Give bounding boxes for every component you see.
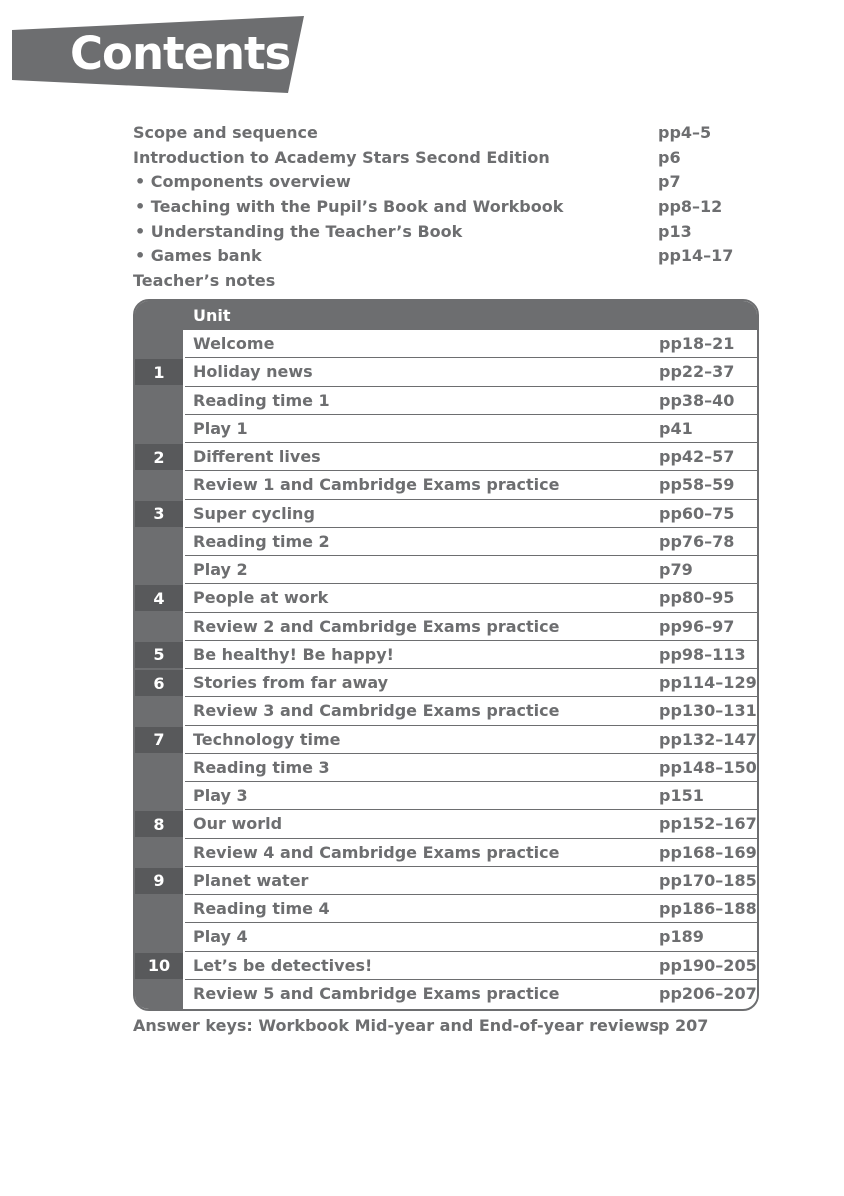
intro-item-label: Scope and sequence	[133, 123, 318, 142]
intro-item-pages: pp8–12	[658, 197, 723, 217]
unit-title: Welcome	[193, 334, 275, 353]
table-row	[135, 810, 757, 838]
intro-item	[133, 121, 753, 146]
unit-number: 4	[135, 585, 183, 611]
table-row	[135, 556, 757, 584]
table-row	[135, 613, 757, 641]
unit-title: Review 1 and Cambridge Exams practice	[193, 475, 560, 495]
intro-item	[133, 244, 753, 269]
unit-number: 8	[135, 811, 183, 837]
intro-item-label: • Understanding the Teacher’s Book	[135, 221, 463, 241]
unit-title: Play 3	[193, 786, 248, 806]
unit-title: Play 1	[193, 418, 248, 438]
unit-pages: pp96–97	[659, 616, 735, 636]
unit-number: 6	[135, 670, 183, 696]
intro-item-pages: pp4–5	[658, 123, 712, 142]
unit-number: 5	[135, 642, 183, 668]
unit-pages: pp190–205	[659, 955, 757, 975]
table-row	[135, 839, 757, 867]
table-row	[135, 471, 757, 499]
units-table	[133, 299, 759, 1011]
answer-keys-pages: p 207	[658, 1016, 709, 1035]
unit-number	[135, 840, 183, 866]
unit-number: 10	[135, 953, 183, 979]
page-title: Contents	[70, 27, 291, 80]
table-row	[135, 923, 757, 951]
unit-title: Review 3 and Cambridge Exams practice	[193, 701, 560, 721]
intro-list	[133, 121, 753, 294]
intro-item	[133, 220, 753, 245]
answer-keys-label: Answer keys: Workbook Mid-year and End-of-year reviews	[133, 1016, 659, 1035]
unit-number	[135, 698, 183, 724]
intro-item	[133, 195, 753, 220]
unit-title: Technology time	[193, 729, 341, 749]
intro-item-pages: p13	[658, 221, 692, 241]
table-row	[135, 641, 757, 669]
table-row	[135, 952, 757, 980]
table-row	[135, 669, 757, 697]
unit-number	[135, 557, 183, 583]
unit-pages: p151	[659, 786, 704, 806]
unit-pages: p79	[659, 560, 693, 580]
unit-number	[135, 981, 183, 1007]
unit-pages: p41	[659, 418, 693, 438]
unit-pages: pp168–169	[659, 842, 757, 862]
unit-number: 3	[135, 501, 183, 527]
unit-title: Super cycling	[193, 503, 315, 523]
unit-title: Holiday news	[193, 362, 313, 382]
unit-number: 1	[135, 359, 183, 385]
intro-item-label: Introduction to Academy Stars Second Edition	[133, 147, 550, 167]
intro-item-label: • Components overview	[135, 172, 351, 192]
unit-number	[135, 755, 183, 781]
unit-title: Review 5 and Cambridge Exams practice	[193, 983, 560, 1003]
table-row	[135, 584, 757, 612]
unit-pages: pp130–131	[659, 701, 757, 721]
unit-number	[135, 529, 183, 555]
unit-title: Different lives	[193, 447, 321, 467]
table-row	[135, 528, 757, 556]
table-row	[135, 726, 757, 754]
table-row	[135, 782, 757, 810]
intro-item-pages: pp14–17	[658, 246, 734, 266]
unit-number	[135, 388, 183, 414]
unit-pages: pp206–207	[659, 983, 757, 1003]
unit-title: Our world	[193, 814, 283, 834]
unit-pages: pp58–59	[659, 475, 735, 495]
unit-number	[135, 614, 183, 640]
unit-pages: pp42–57	[659, 447, 735, 467]
table-row	[135, 387, 757, 415]
intro-item-label: • Games bank	[135, 246, 262, 266]
table-row	[135, 895, 757, 923]
unit-title: Reading time 4	[193, 899, 330, 919]
unit-pages: pp148–150	[659, 757, 757, 777]
unit-pages: pp22–37	[659, 362, 735, 382]
unit-title: Stories from far away	[193, 673, 389, 693]
table-row	[135, 500, 757, 528]
unit-title: Review 2 and Cambridge Exams practice	[193, 616, 560, 636]
table-row	[135, 867, 757, 895]
table-row	[135, 330, 757, 358]
units-table-header	[135, 301, 757, 330]
unit-title: Play 4	[193, 927, 248, 947]
unit-title: Play 2	[193, 560, 248, 580]
unit-pages: pp76–78	[659, 531, 735, 551]
intro-item-label: Teacher’s notes	[133, 271, 276, 291]
unit-number: 2	[135, 444, 183, 470]
unit-title: Planet water	[193, 870, 309, 890]
unit-title: Reading time 3	[193, 757, 330, 777]
unit-pages: pp18–21	[659, 334, 735, 353]
intro-item	[133, 170, 753, 195]
table-row	[135, 980, 757, 1008]
unit-pages: pp186–188	[659, 899, 757, 919]
unit-title: Let’s be detectives!	[193, 955, 373, 975]
unit-number	[135, 924, 183, 950]
table-row	[135, 697, 757, 725]
unit-pages: pp170–185	[659, 870, 757, 890]
unit-number: 7	[135, 727, 183, 753]
unit-title: Be healthy! Be happy!	[193, 644, 394, 664]
intro-item-label: • Teaching with the Pupil’s Book and Workbook	[135, 197, 564, 217]
table-row	[135, 415, 757, 443]
unit-pages: pp80–95	[659, 588, 735, 608]
unit-number	[135, 331, 183, 357]
intro-item	[133, 269, 753, 294]
unit-pages: p189	[659, 927, 704, 947]
unit-number	[135, 472, 183, 498]
unit-title: Reading time 1	[193, 390, 330, 410]
unit-title: Review 4 and Cambridge Exams practice	[193, 842, 560, 862]
unit-pages: pp98–113	[659, 644, 746, 664]
table-row	[135, 443, 757, 471]
unit-pages: pp60–75	[659, 503, 735, 523]
unit-number	[135, 783, 183, 809]
unit-number: 9	[135, 868, 183, 894]
unit-pages: pp114–129	[659, 673, 757, 693]
intro-item-pages: p7	[658, 172, 681, 192]
unit-pages: pp132–147	[659, 729, 757, 749]
unit-title: Reading time 2	[193, 531, 330, 551]
table-row	[135, 358, 757, 386]
intro-item-pages: p6	[658, 147, 681, 167]
unit-number	[135, 896, 183, 922]
table-row	[135, 754, 757, 782]
intro-item	[133, 146, 753, 171]
unit-title: People at work	[193, 588, 329, 608]
unit-pages: pp38–40	[659, 390, 735, 410]
unit-number	[135, 416, 183, 442]
unit-pages: pp152–167	[659, 814, 757, 834]
units-header-label: Unit	[193, 306, 231, 325]
